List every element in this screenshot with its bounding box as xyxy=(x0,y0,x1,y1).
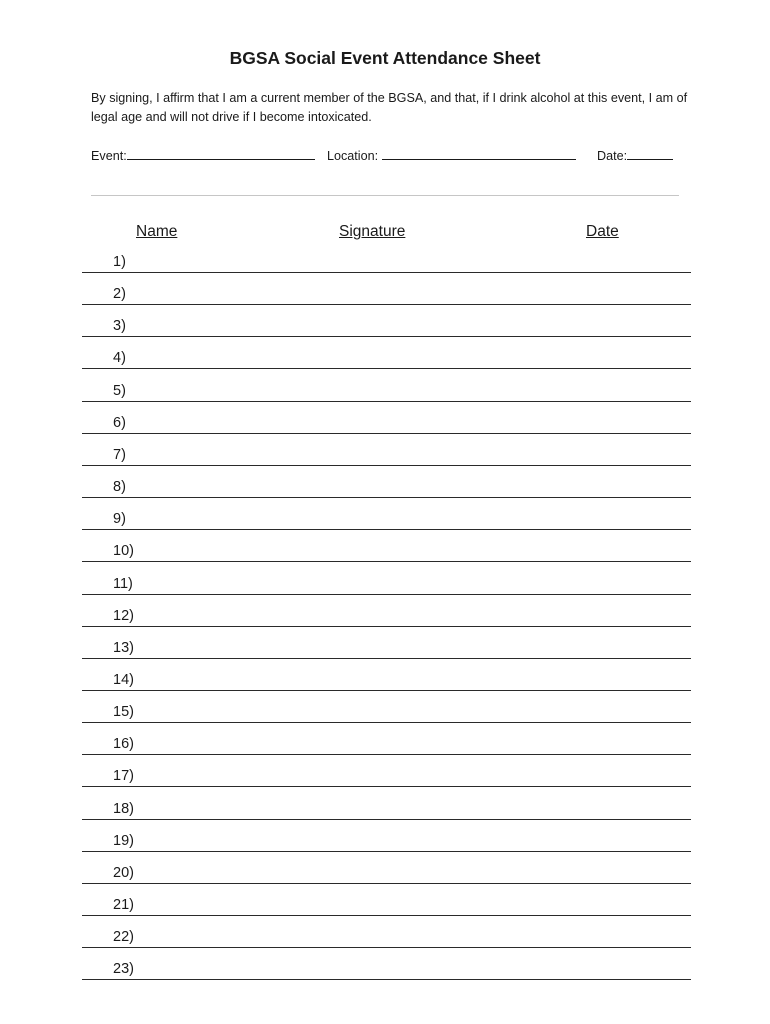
row-number: 13) xyxy=(113,639,134,656)
signature-cell[interactable] xyxy=(287,755,522,786)
signature-cell[interactable] xyxy=(287,273,522,304)
date-cell[interactable] xyxy=(527,466,687,497)
date-label: Date: xyxy=(597,149,628,163)
date-cell[interactable] xyxy=(527,530,687,561)
row-number: 15) xyxy=(113,704,134,721)
table-row xyxy=(82,241,691,273)
table-row xyxy=(82,305,691,337)
signature-cell[interactable] xyxy=(287,788,522,819)
table-row xyxy=(82,755,691,787)
page-title: BGSA Social Event Attendance Sheet xyxy=(229,48,541,68)
row-number: 23) xyxy=(113,961,134,978)
signature-cell[interactable] xyxy=(287,305,522,336)
table-row xyxy=(82,916,691,948)
column-header-name: Name xyxy=(136,223,178,240)
table-row xyxy=(82,595,691,627)
name-cell[interactable] xyxy=(142,788,282,819)
name-cell[interactable] xyxy=(142,273,282,304)
table-row xyxy=(82,402,691,434)
table-row xyxy=(82,498,691,530)
signature-cell[interactable] xyxy=(287,852,522,883)
date-cell[interactable] xyxy=(527,852,687,883)
signature-cell[interactable] xyxy=(287,916,522,947)
signature-cell[interactable] xyxy=(287,884,522,915)
signature-cell[interactable] xyxy=(287,723,522,754)
name-cell[interactable] xyxy=(142,627,282,658)
date-cell[interactable] xyxy=(527,788,687,819)
table-row xyxy=(82,337,691,369)
date-cell[interactable] xyxy=(527,627,687,658)
name-cell[interactable] xyxy=(142,466,282,497)
row-number: 10) xyxy=(113,543,134,560)
row-number: 19) xyxy=(113,832,134,849)
table-row xyxy=(82,659,691,691)
signature-cell[interactable] xyxy=(287,337,522,368)
table-row xyxy=(82,466,691,498)
name-cell[interactable] xyxy=(142,305,282,336)
row-number: 5) xyxy=(113,382,126,399)
signature-cell[interactable] xyxy=(287,820,522,851)
date-field xyxy=(597,146,673,163)
date-cell[interactable] xyxy=(527,820,687,851)
row-number: 22) xyxy=(113,929,134,946)
row-number: 21) xyxy=(113,897,134,913)
row-number: 3) xyxy=(113,318,126,335)
table-row xyxy=(82,884,691,916)
name-cell[interactable] xyxy=(142,402,282,433)
name-cell[interactable] xyxy=(142,530,282,561)
row-number: 2) xyxy=(113,286,126,303)
name-cell[interactable] xyxy=(142,337,282,368)
name-cell[interactable] xyxy=(142,852,282,883)
row-number: 4) xyxy=(113,350,126,367)
row-number: 7) xyxy=(113,446,126,463)
name-cell[interactable] xyxy=(142,948,282,979)
name-cell[interactable] xyxy=(142,723,282,754)
name-cell[interactable] xyxy=(142,498,282,529)
name-cell[interactable] xyxy=(142,916,282,947)
affirmation-text: By signing, I affirm that I am a current member of the BGSA, and that, if I drink alcohol at this event, I am of legal age and will not drive if I become intoxicated. xyxy=(91,91,688,124)
signature-cell[interactable] xyxy=(287,370,522,401)
table-row xyxy=(82,820,691,852)
location-blank-line[interactable] xyxy=(382,146,576,160)
row-number: 17) xyxy=(113,768,134,785)
location-label: Location: xyxy=(327,149,379,163)
date-cell[interactable] xyxy=(527,691,687,722)
name-cell[interactable] xyxy=(142,370,282,401)
name-cell[interactable] xyxy=(142,884,282,915)
event-blank-line[interactable] xyxy=(127,146,315,160)
date-cell[interactable] xyxy=(527,723,687,754)
date-cell[interactable] xyxy=(527,659,687,690)
table-row xyxy=(82,788,691,820)
location-field xyxy=(327,146,576,163)
name-cell[interactable] xyxy=(142,434,282,465)
name-cell[interactable] xyxy=(142,563,282,594)
date-cell[interactable] xyxy=(527,755,687,786)
event-label: Event: xyxy=(91,149,127,163)
signature-cell[interactable] xyxy=(287,466,522,497)
date-cell[interactable] xyxy=(527,402,687,433)
date-cell[interactable] xyxy=(527,916,687,947)
header-separator xyxy=(91,195,679,196)
signature-cell[interactable] xyxy=(287,691,522,722)
row-number: 16) xyxy=(113,736,134,753)
date-cell[interactable] xyxy=(527,948,687,979)
table-row xyxy=(82,691,691,723)
row-number: 6) xyxy=(113,414,126,431)
name-cell[interactable] xyxy=(142,820,282,851)
column-header-signature: Signature xyxy=(339,223,406,240)
date-cell[interactable] xyxy=(527,498,687,529)
table-row xyxy=(82,563,691,595)
name-cell[interactable] xyxy=(142,595,282,626)
date-cell[interactable] xyxy=(527,563,687,594)
table-row xyxy=(82,434,691,466)
date-cell[interactable] xyxy=(527,273,687,304)
table-row xyxy=(82,723,691,755)
date-cell[interactable] xyxy=(527,595,687,626)
date-cell[interactable] xyxy=(527,370,687,401)
row-number: 8) xyxy=(113,479,126,496)
signature-cell[interactable] xyxy=(287,241,522,272)
table-row xyxy=(82,273,691,305)
row-number: 12) xyxy=(113,607,134,624)
signature-cell[interactable] xyxy=(287,563,522,594)
name-cell[interactable] xyxy=(142,659,282,690)
signature-cell[interactable] xyxy=(287,948,522,979)
date-cell[interactable] xyxy=(527,337,687,368)
signature-cell[interactable] xyxy=(287,659,522,690)
name-cell[interactable] xyxy=(142,755,282,786)
signature-cell[interactable] xyxy=(287,402,522,433)
column-header-date: Date xyxy=(586,223,619,240)
table-row xyxy=(82,530,691,562)
date-cell[interactable] xyxy=(527,434,687,465)
table-row xyxy=(82,948,691,980)
event-field xyxy=(91,146,315,163)
row-number: 1) xyxy=(113,254,126,270)
date-cell[interactable] xyxy=(527,884,687,915)
date-blank-line[interactable] xyxy=(627,146,673,160)
table-row xyxy=(82,852,691,884)
row-number: 9) xyxy=(113,511,126,528)
signature-cell[interactable] xyxy=(287,434,522,465)
date-cell[interactable] xyxy=(527,241,687,272)
name-cell[interactable] xyxy=(142,241,282,272)
row-number: 11) xyxy=(113,575,133,592)
row-number: 14) xyxy=(113,671,134,688)
row-number: 20) xyxy=(113,864,134,881)
name-cell[interactable] xyxy=(142,691,282,722)
row-number: 18) xyxy=(113,800,134,817)
date-cell[interactable] xyxy=(527,305,687,336)
table-row xyxy=(82,370,691,402)
signature-cell[interactable] xyxy=(287,498,522,529)
signature-cell[interactable] xyxy=(287,530,522,561)
table-row xyxy=(82,627,691,659)
signature-cell[interactable] xyxy=(287,627,522,658)
signature-cell[interactable] xyxy=(287,595,522,626)
